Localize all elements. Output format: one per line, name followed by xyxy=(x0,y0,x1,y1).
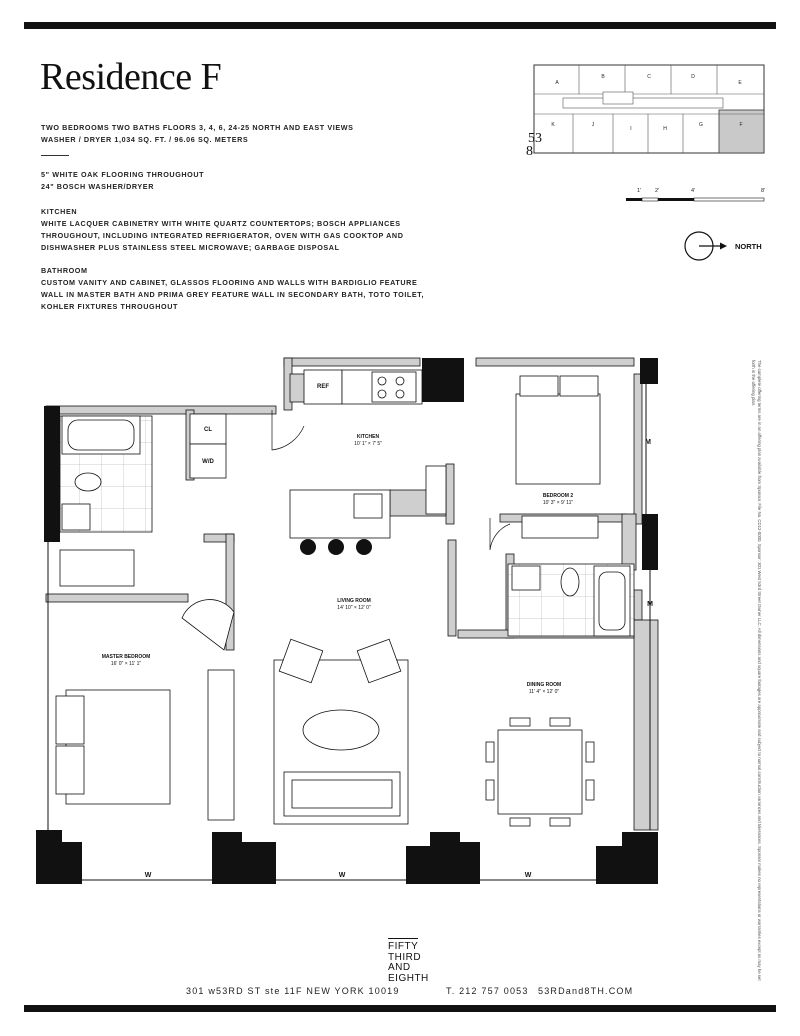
top-rule xyxy=(24,22,776,29)
street-8: 8 xyxy=(526,144,533,159)
dining-chair xyxy=(550,818,570,826)
north-arrow-icon xyxy=(683,230,773,262)
legal-disclaimer: The complete offering terms are in an offering plan available from Sponsor. File No. CD12-0000. Sponsor: 301 West 53rd Street Owner LLC. All dimensions and square footages are approximate and subject to normal construction variances and tolerances. Sponsor makes no representations or warranties except as may be set forth in the offering plan. xyxy=(751,360,762,981)
dresser xyxy=(208,670,234,820)
window-label: W xyxy=(144,872,152,879)
dining-chair xyxy=(586,780,594,800)
coffee-table xyxy=(303,710,379,750)
pillow xyxy=(56,746,84,794)
column xyxy=(596,832,658,884)
pillow xyxy=(520,376,558,396)
kitchen-dims: 10' 1" × 7' 5" xyxy=(354,441,382,447)
toilet xyxy=(561,568,579,596)
key-plan-highlight-unit xyxy=(719,110,764,153)
door-swing xyxy=(272,410,304,450)
key-unit-j: J xyxy=(591,122,595,128)
spec-line-1: TWO BEDROOMS TWO BATHS FLOORS 3, 4, 6, 24-25 NORTH AND EAST VIEWS xyxy=(41,123,354,132)
dining-room-name: DINING ROOM xyxy=(526,682,562,688)
column xyxy=(406,832,480,884)
bedroom-2-name: BEDROOM 2 xyxy=(542,493,574,499)
scale-label-8: 8' xyxy=(761,188,766,194)
dining-chair xyxy=(586,742,594,762)
master-bedroom-dims: 16' 0" × 11' 1" xyxy=(110,661,142,667)
spec-kitchen-3: DISHWASHER PLUS STAINLESS STEEL MICROWAVE; GARBAGE DISPOSAL xyxy=(41,243,340,252)
master-vanity xyxy=(62,504,90,530)
key-unit-h: H xyxy=(663,126,667,132)
spec-line-2: WASHER / DRYER 1,034 SQ. FT. / 96.06 SQ. METERS xyxy=(41,135,249,144)
bottom-rule xyxy=(24,1005,776,1012)
ref-label: REF xyxy=(317,384,329,390)
key-unit-b: B xyxy=(601,74,605,80)
kitchen-name: KITCHEN xyxy=(356,434,380,440)
window-label: W xyxy=(338,872,346,879)
dining-chair xyxy=(550,718,570,726)
dining-chair xyxy=(486,780,494,800)
spec-bathroom-heading: BATHROOM xyxy=(41,266,88,275)
mirror-label: M xyxy=(647,601,653,608)
bar-stool xyxy=(356,539,372,555)
door-swing xyxy=(490,518,510,550)
washer-dryer-label: W/D xyxy=(202,459,214,465)
key-unit-k: K xyxy=(551,122,555,128)
spec-flooring-1: 5" WHITE OAK FLOORING THROUGHOUT xyxy=(41,170,205,179)
street-53: 53 xyxy=(528,131,542,146)
footer-address: 301 w53RD ST ste 11F NEW YORK 10019 xyxy=(186,986,400,996)
column xyxy=(44,406,60,542)
bedroom-2-closet xyxy=(522,516,598,538)
vanity xyxy=(512,566,540,590)
spec-bathroom-3: KOHLER FIXTURES THROUGHOUT xyxy=(41,302,178,311)
scale-label-2: 2' xyxy=(655,188,660,194)
master-wardrobe xyxy=(60,550,134,586)
key-unit-i: I xyxy=(630,126,632,132)
dining-room-dims: 11' 4" × 12' 0" xyxy=(528,689,560,695)
bedroom-2-dims: 10' 3" × 9' 11" xyxy=(542,500,574,506)
spec-flooring-2: 24" BOSCH WASHER/DRYER xyxy=(41,182,154,191)
column xyxy=(642,514,658,570)
key-unit-c: C xyxy=(647,74,651,80)
closet-label: CL xyxy=(204,427,212,433)
column xyxy=(640,358,658,384)
floor-plan xyxy=(36,354,666,890)
key-unit-f: F xyxy=(739,122,743,128)
spec-kitchen-heading: KITCHEN xyxy=(41,207,78,216)
key-unit-a: A xyxy=(555,80,559,86)
pantry-shelves xyxy=(426,466,446,514)
page-title: Residence F xyxy=(40,56,222,98)
dining-chair xyxy=(510,718,530,726)
key-plan xyxy=(533,64,765,154)
fifty-third-and-eighth-logo: FIFTY THIRD AND EIGHTH xyxy=(388,938,422,984)
bar-stool xyxy=(300,539,316,555)
pillow xyxy=(56,696,84,744)
key-unit-g: G xyxy=(699,122,703,128)
key-unit-e: E xyxy=(738,80,742,86)
dining-chair xyxy=(486,742,494,762)
spec-kitchen-1: WHITE LACQUER CABINETRY WITH WHITE QUARTZ COUNTERTOPS; BOSCH APPLIANCES xyxy=(41,219,401,228)
scale-bar xyxy=(625,184,767,208)
spec-divider xyxy=(41,155,69,156)
footer-phone: T. 212 757 0053 xyxy=(446,986,529,996)
spec-kitchen-2: THROUGHOUT, INCLUDING INTEGRATED REFRIGERATOR, OVEN WITH GAS COOKTOP AND xyxy=(41,231,404,240)
cooktop xyxy=(372,372,416,402)
master-bedroom-name: MASTER BEDROOM xyxy=(101,654,151,660)
armchair xyxy=(182,600,234,650)
pillow xyxy=(560,376,598,396)
bed xyxy=(516,394,600,484)
mirror-label: M xyxy=(645,439,651,446)
master-toilet xyxy=(75,473,101,491)
bar-stool xyxy=(328,539,344,555)
north-label: NORTH xyxy=(735,242,762,251)
key-unit-d: D xyxy=(691,74,695,80)
living-room-name: LIVING ROOM xyxy=(337,598,371,604)
living-room-dims: 14' 10" × 12' 0" xyxy=(337,605,371,611)
scale-label-4: 4' xyxy=(691,188,696,194)
dining-chair xyxy=(510,818,530,826)
column xyxy=(36,830,82,884)
spec-bathroom-2: WALL IN MASTER BATH AND PRIMA GREY FEATURE WALL IN SECONDARY BATH, TOTO TOILET, xyxy=(41,290,425,299)
dining-table xyxy=(498,730,582,814)
kitchen-sink xyxy=(354,494,382,518)
window-label: W xyxy=(524,872,532,879)
scale-label-1: 1' xyxy=(637,188,642,194)
column xyxy=(422,358,464,402)
key-plan-street-label xyxy=(512,132,542,158)
spec-bathroom-1: CUSTOM VANITY AND CABINET, GLASSOS FLOORING AND WALLS WITH BARDIGLIO FEATURE xyxy=(41,278,418,287)
footer-website[interactable]: 53RDand8TH.COM xyxy=(538,986,634,996)
column xyxy=(212,832,276,884)
